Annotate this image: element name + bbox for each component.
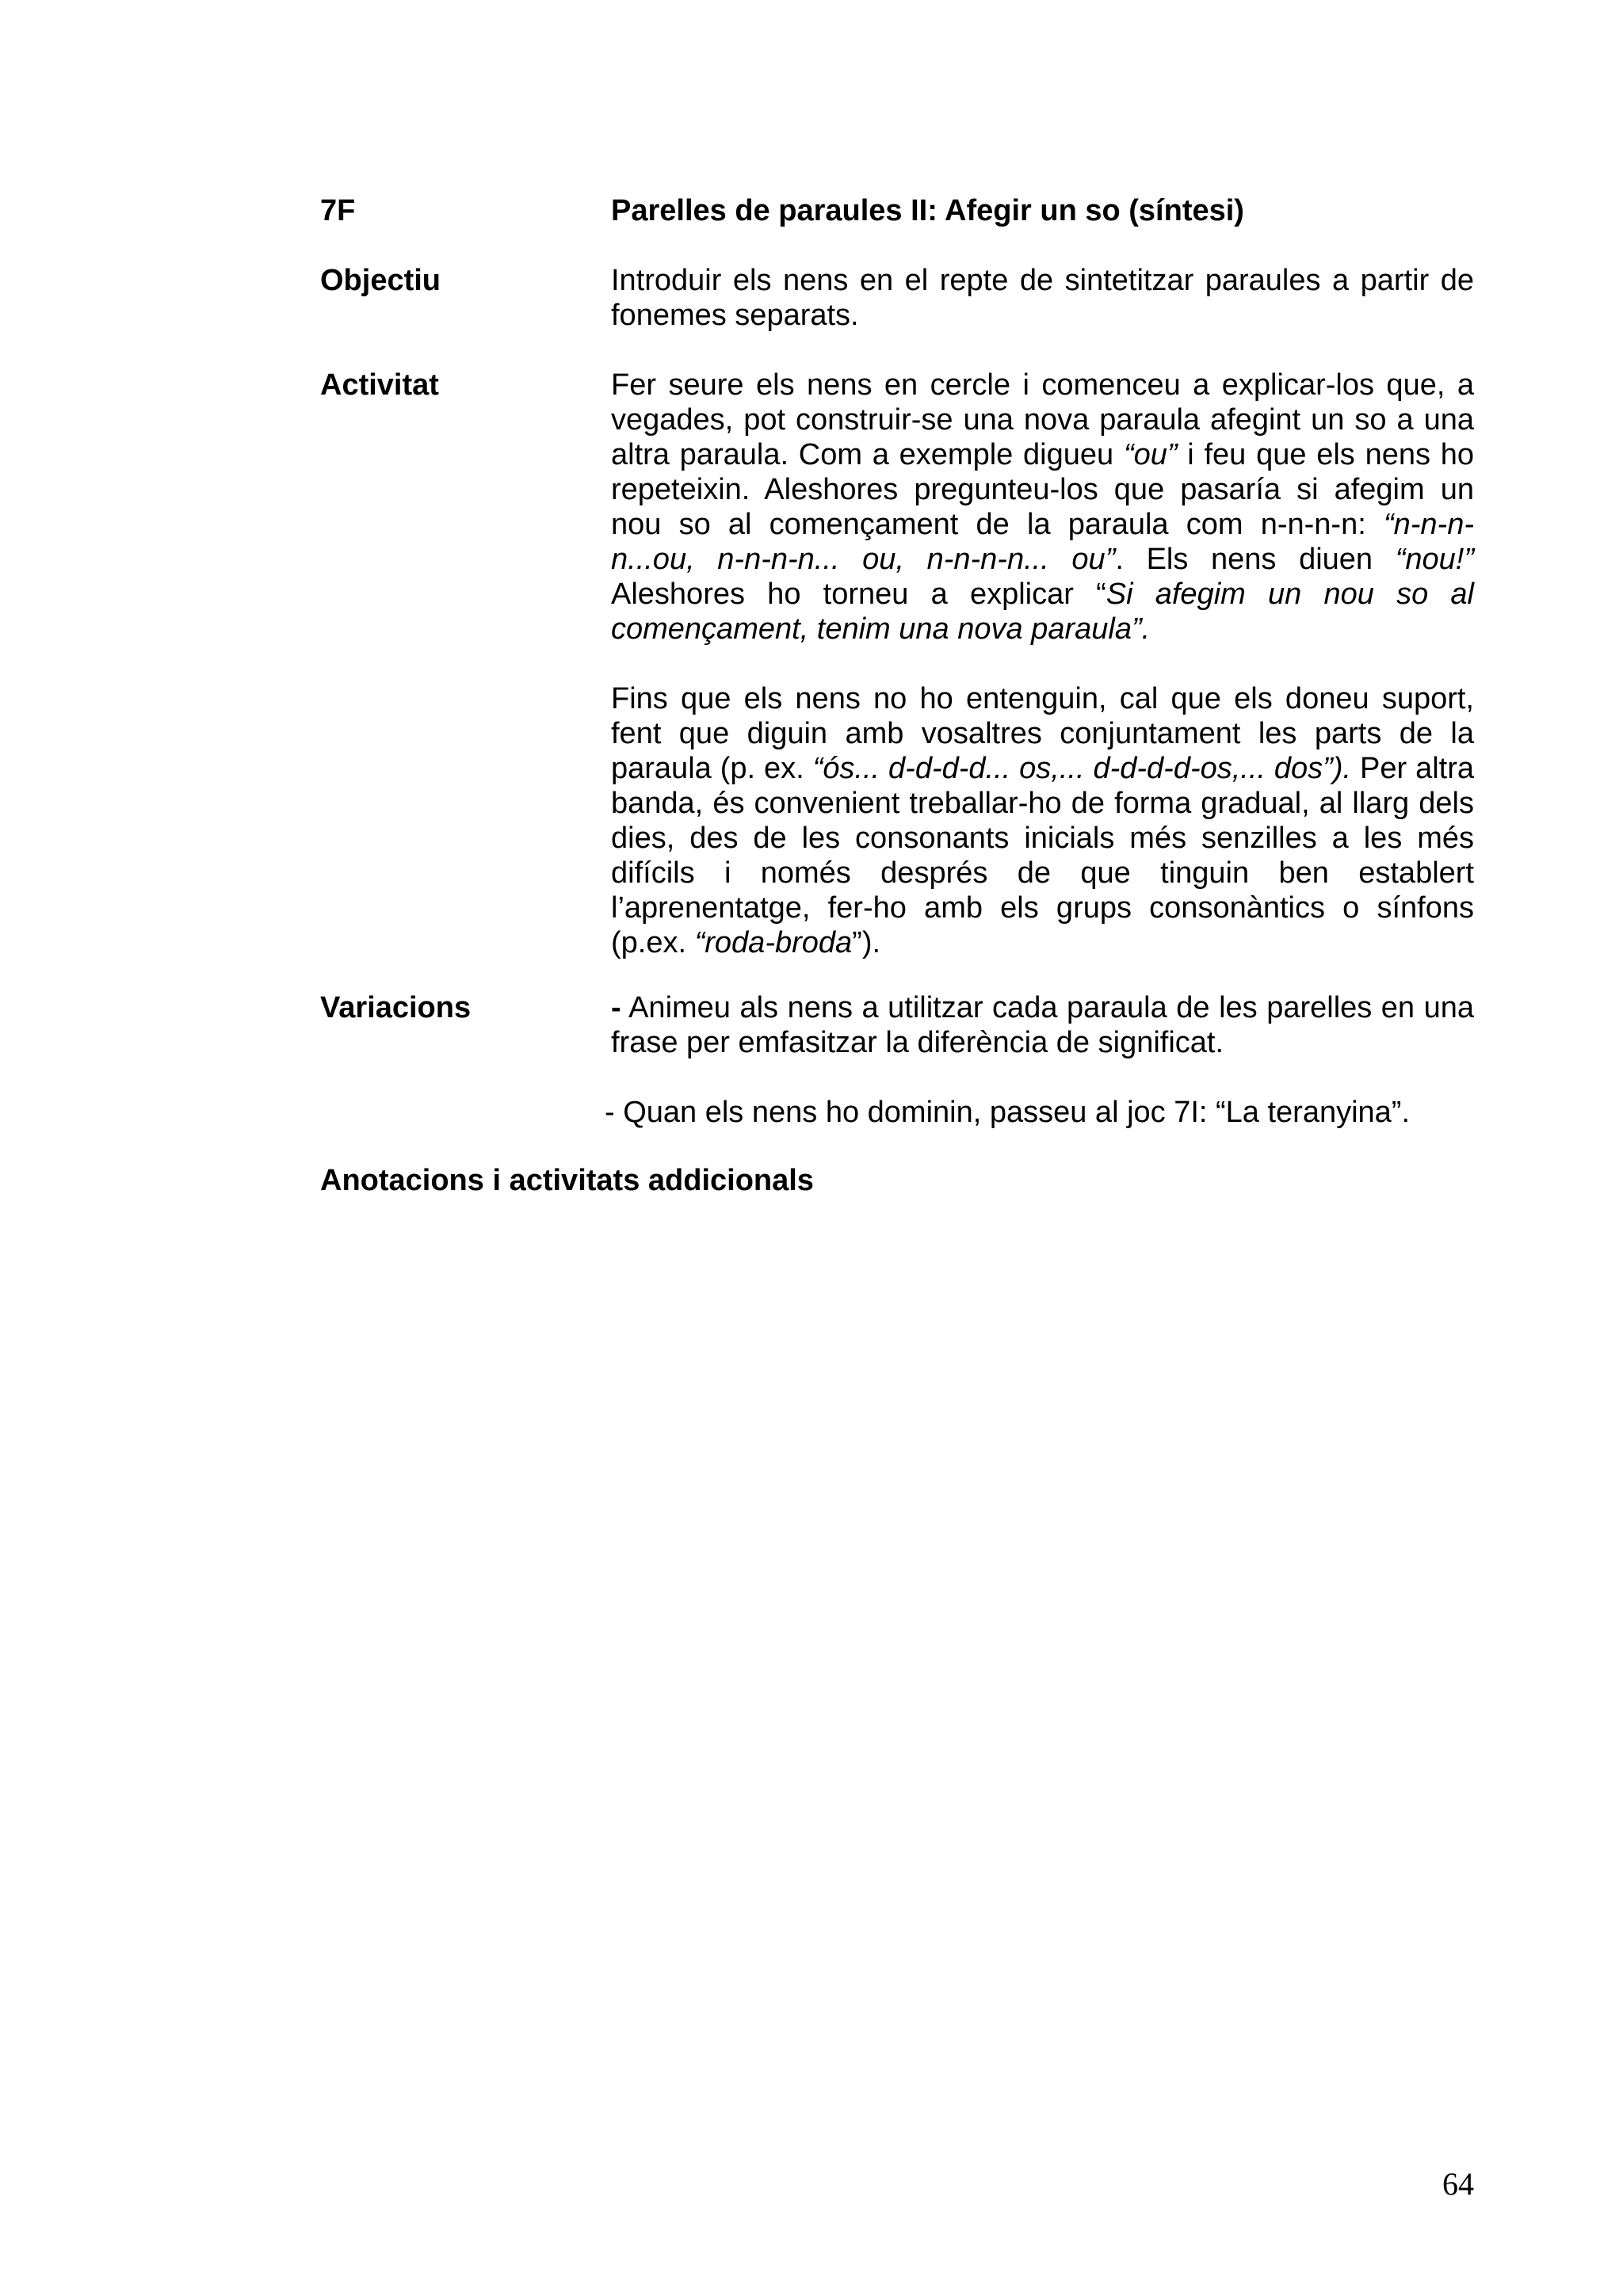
- variacions-item-2: - Quan els nens ho dominin, passeu al joc 7I: “La teranyina”.: [605, 1096, 1411, 1129]
- variacions-row: [320, 990, 1474, 1130]
- italic-span: “nou!”: [1395, 543, 1474, 576]
- anotacions-heading: Anotacions i activitats addicionals: [320, 1164, 814, 1197]
- italic-span: “ou”: [1123, 438, 1178, 471]
- activitat-text: [611, 368, 1474, 960]
- text-span: Fins que els nens no ho entenguin, cal que els doneu suport, fent que diguin amb vosaltres conjuntament les parts de la paraula (p. ex.: [611, 682, 1474, 785]
- dash-marker: -: [611, 991, 621, 1024]
- text-span: . Els nens diuen: [1115, 543, 1396, 576]
- activity-code: 7F: [320, 194, 356, 227]
- activitat-paragraph-1: [611, 368, 1474, 646]
- variacions-text: [605, 990, 1474, 1130]
- page-number: 64: [1442, 2166, 1474, 2202]
- variacions-item-1: [611, 990, 1474, 1060]
- variacions-label: Variacions: [320, 991, 472, 1024]
- italic-span: Si afegim un nou so al començament, tenim una nova paraula”.: [611, 578, 1474, 646]
- activitat-label: Activitat: [320, 368, 439, 402]
- objectiu-label: Objectiu: [320, 264, 441, 297]
- activitat-row: [320, 368, 1474, 960]
- italic-span: “roda-broda: [694, 926, 853, 959]
- text-span: i feu que els nens ho repeteixin. Aleshores pregunteu-los que pasaría si afegim un nou so al començament de la paraula com n-n-n-n:: [611, 438, 1475, 541]
- activity-title: Parelles de paraules II: Afegir un so (síntesi): [611, 194, 1244, 227]
- text-span: Fer seure els nens en cercle i comenceu a explicar-los que, a vegades, pot construir-se una nova paraula afegint un so a una altra paraula. Com a exemple digueu: [611, 368, 1474, 471]
- text-span: Animeu als nens a utilitzar cada paraula de les parelles en una frase per emfasitzar la diferència de significat.: [611, 991, 1474, 1059]
- text-span: Aleshores ho torneu a explicar “: [611, 578, 1106, 611]
- italic-span: “n-n-n-n...ou, n-n-n-n... ou, n-n-n-n... ou”: [611, 508, 1474, 576]
- objectiu-row: [320, 263, 1474, 333]
- activitat-paragraph-2: [611, 681, 1474, 960]
- text-span: ”).: [852, 926, 881, 959]
- objectiu-paragraph: Introduir els nens en el repte de sintetitzar paraules a partir de fonemes separats.: [611, 264, 1474, 332]
- text-span: Per altra banda, és convenient treballar-ho de forma gradual, al llarg dels dies, des de les consonants inicials més senzilles a les més difícils i només després de que tinguin ben establert l’aprenentatge, fer-ho amb els grups consonàntics o sínfons (p.ex.: [611, 752, 1475, 959]
- italic-span: “ós... d-d-d-d... os,... d-d-d-d-os,... dos”).: [812, 752, 1352, 785]
- objectiu-text: [611, 263, 1474, 333]
- header-row: [320, 193, 1474, 228]
